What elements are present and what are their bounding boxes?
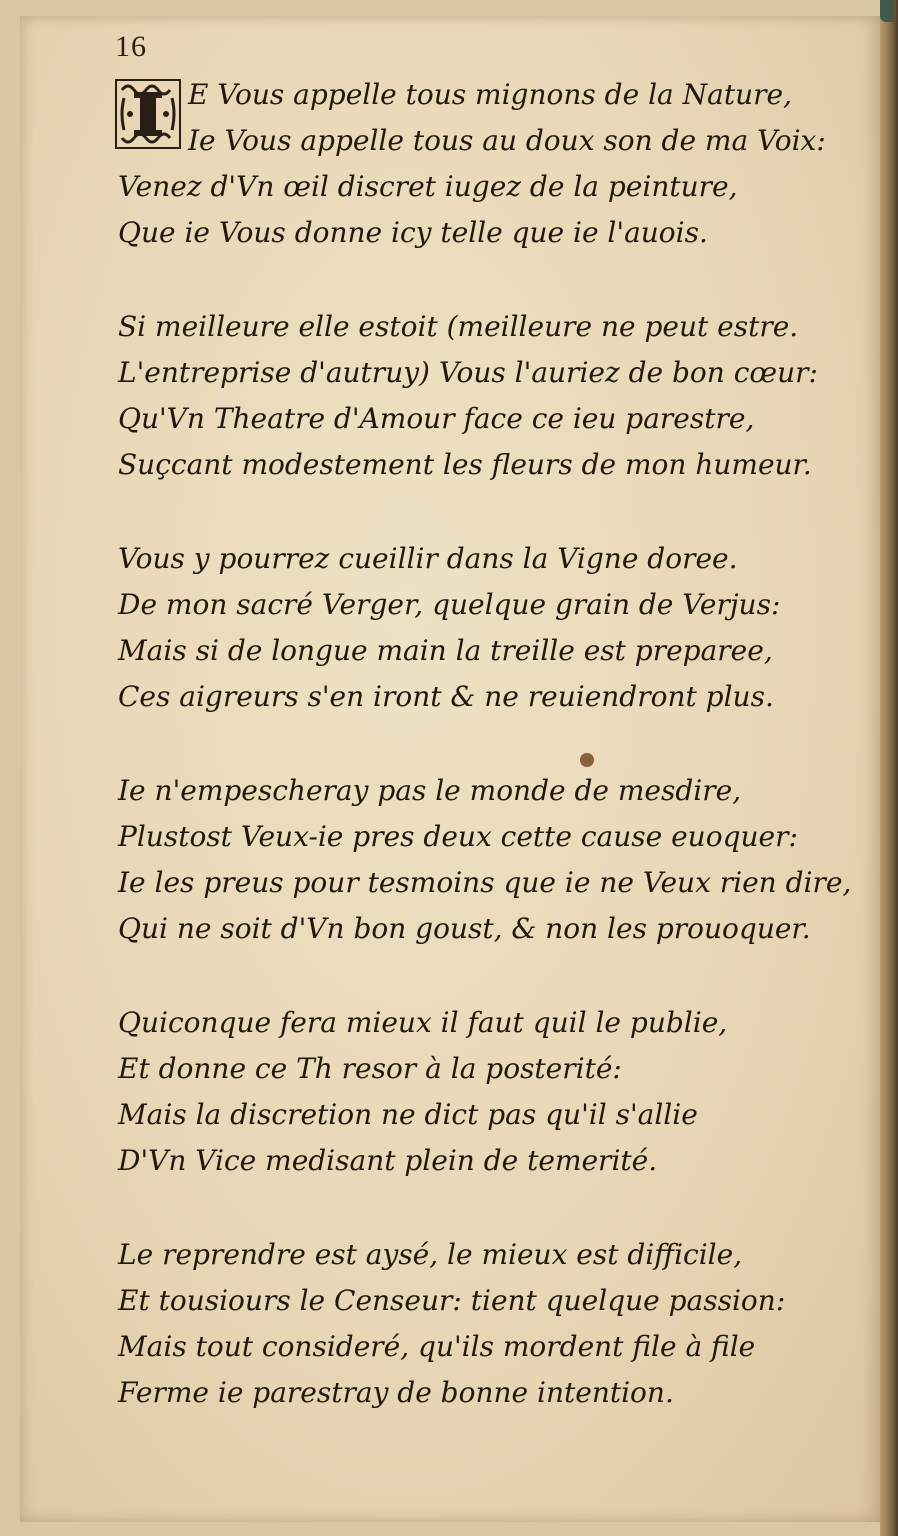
verse-line: Ie Vous appelle tous au doux son de ma Voix: <box>188 124 826 157</box>
verse-line: Qu'Vn Theatre d'Amour face ce ieu parestre, <box>118 402 755 435</box>
verse-line: D'Vn Vice medisant plein de temerité. <box>118 1144 658 1177</box>
verse-line: Le reprendre est aysé, le mieux est difficile, <box>118 1238 743 1271</box>
stanza-1 <box>118 72 858 256</box>
verse-line: Vous y pourrez cueillir dans la Vigne doree. <box>118 542 738 575</box>
verse-line: Mais si de longue main la treille est preparee, <box>118 634 773 667</box>
verse-line: Ie les preus pour tesmoins que ie ne Veux rien dire, <box>118 866 852 899</box>
verse-line: De mon sacré Verger, quelque grain de Verjus: <box>118 588 781 621</box>
verse-line: Si meilleure elle estoit (meilleure ne peut estre. <box>118 310 799 343</box>
ink-stain <box>580 753 594 767</box>
verse-line: Venez d'Vn œil discret iugez de la peinture, <box>118 170 738 203</box>
stanza-5 <box>118 1000 858 1184</box>
verse-line: Que ie Vous donne icy telle que ie l'auois. <box>118 216 708 249</box>
verse-line: Et tousiours le Censeur: tient quelque passion: <box>118 1284 786 1317</box>
verse-line: Ie n'empescheray pas le monde de mesdire, <box>118 774 742 807</box>
verse-line: Et donne ce Th resor à la posterité: <box>118 1052 622 1085</box>
verse-line: E Vous appelle tous mignons de la Nature, <box>188 78 792 111</box>
verse-line: Plustost Veux-ie pres deux cette cause euoquer: <box>118 820 798 853</box>
verse-line: Mais la discretion ne dict pas qu'il s'allie <box>118 1098 698 1131</box>
verse-line: L'entreprise d'autruy) Vous l'auriez de bon cœur: <box>118 356 818 389</box>
book-spine-edge <box>880 0 898 1536</box>
binding-tab <box>880 0 894 22</box>
verse-line: Mais tout consideré, qu'ils mordent file à file <box>118 1330 756 1363</box>
stanza-6 <box>118 1232 858 1416</box>
page-number: 16 <box>115 30 147 63</box>
poem-text <box>118 72 858 1464</box>
stanza-2 <box>118 304 858 488</box>
verse-line: Ferme ie parestray de bonne intention. <box>118 1376 674 1409</box>
verse-line: Suçcant modestement les fleurs de mon humeur. <box>118 448 812 481</box>
verse-line: Quiconque fera mieux il faut quil le publie, <box>118 1006 728 1039</box>
verse-line: Ces aigreurs s'en iront & ne reuiendront plus. <box>118 680 774 713</box>
stanza-3 <box>118 536 858 720</box>
stanza-4 <box>118 768 858 952</box>
verse-line: Qui ne soit d'Vn bon goust, & non les prouoquer. <box>118 912 811 945</box>
